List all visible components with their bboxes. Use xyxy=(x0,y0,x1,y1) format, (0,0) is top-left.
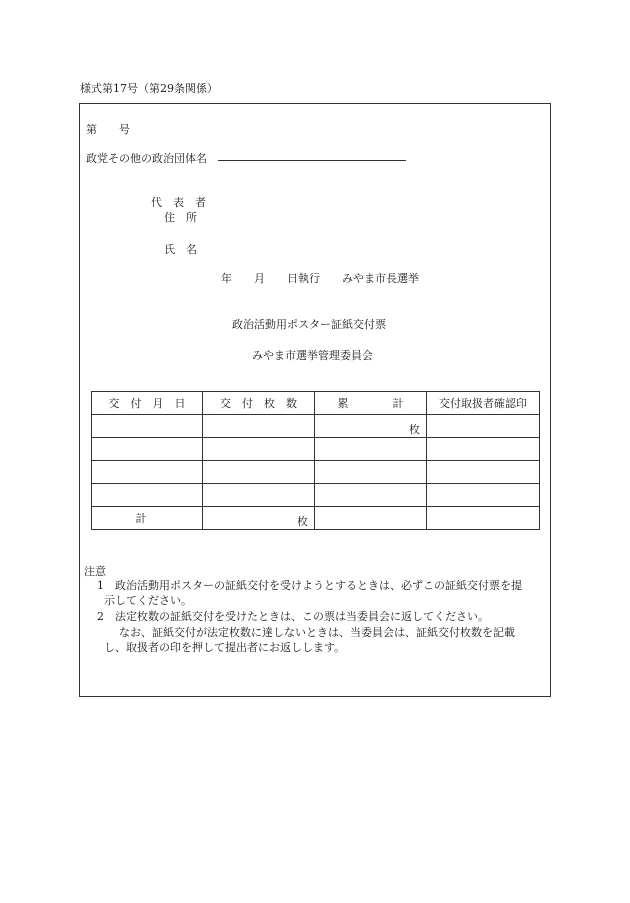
issue-number-label: 第 号 xyxy=(86,123,130,136)
note-1-line-2: 示してください。 xyxy=(104,594,192,607)
party-name-field[interactable] xyxy=(218,160,406,161)
table-row xyxy=(92,438,540,461)
header-confirm-stamp: 交付取扱者確認印 xyxy=(427,392,540,415)
cell-date[interactable] xyxy=(92,484,203,507)
cell-count[interactable] xyxy=(203,438,315,461)
committee-name: みやま市選挙管理委員会 xyxy=(252,349,373,362)
header-issue-count: 交 付 枚 数 xyxy=(203,392,315,415)
total-count-unit[interactable]: 枚 xyxy=(203,507,315,530)
cell-date[interactable] xyxy=(92,461,203,484)
representative-title: 代 表 者 xyxy=(151,196,206,209)
notes-heading: 注意 xyxy=(84,565,106,578)
note-3-line-2: し、取扱者の印を押して提出者にお返しします。 xyxy=(104,641,346,654)
election-date-line: 年 月 日執行 みやま市長選挙 xyxy=(221,272,419,285)
cell-cumulative[interactable] xyxy=(315,507,427,530)
note-2: 2 法定枚数の証紙交付を受けたときは、この票は当委員会に返してください。 xyxy=(97,610,489,623)
table-total-row xyxy=(92,507,540,530)
table-row xyxy=(92,415,540,438)
issuance-table xyxy=(91,391,540,530)
cell-date[interactable] xyxy=(92,438,203,461)
cell-date[interactable] xyxy=(92,415,203,438)
table-row xyxy=(92,461,540,484)
cell-count[interactable] xyxy=(203,484,315,507)
document-title: 政治活動用ポスター証紙交付票 xyxy=(232,318,386,331)
cell-stamp[interactable] xyxy=(427,438,540,461)
cell-stamp[interactable] xyxy=(427,484,540,507)
table-row xyxy=(92,484,540,507)
total-label: 計 xyxy=(92,507,203,530)
header-issue-date: 交 付 月 日 xyxy=(92,392,203,415)
note-3-line-1: なお、証紙交付が法定枚数に達しないときは、当委員会は、証紙交付枚数を記載 xyxy=(119,626,515,639)
form-number-label: 様式第17号（第29条関係） xyxy=(80,82,218,95)
cell-stamp[interactable] xyxy=(427,415,540,438)
cell-count[interactable] xyxy=(203,461,315,484)
cell-cumulative[interactable] xyxy=(315,484,427,507)
cell-cumulative-unit[interactable]: 枚 xyxy=(315,415,427,438)
header-cumulative: 累 計 xyxy=(315,392,427,415)
cell-cumulative[interactable] xyxy=(315,438,427,461)
name-label: 氏 名 xyxy=(164,243,197,256)
cell-cumulative[interactable] xyxy=(315,461,427,484)
cell-count[interactable] xyxy=(203,415,315,438)
note-1-line-1: 1 政治活動用ポスターの証紙交付を受けようとするときは、必ずこの証紙交付票を提 xyxy=(97,579,522,592)
address-label: 住 所 xyxy=(164,211,197,224)
table-header-row xyxy=(92,392,540,415)
cell-stamp[interactable] xyxy=(427,507,540,530)
cell-stamp[interactable] xyxy=(427,461,540,484)
party-name-label: 政党その他の政治団体名 xyxy=(86,152,207,165)
